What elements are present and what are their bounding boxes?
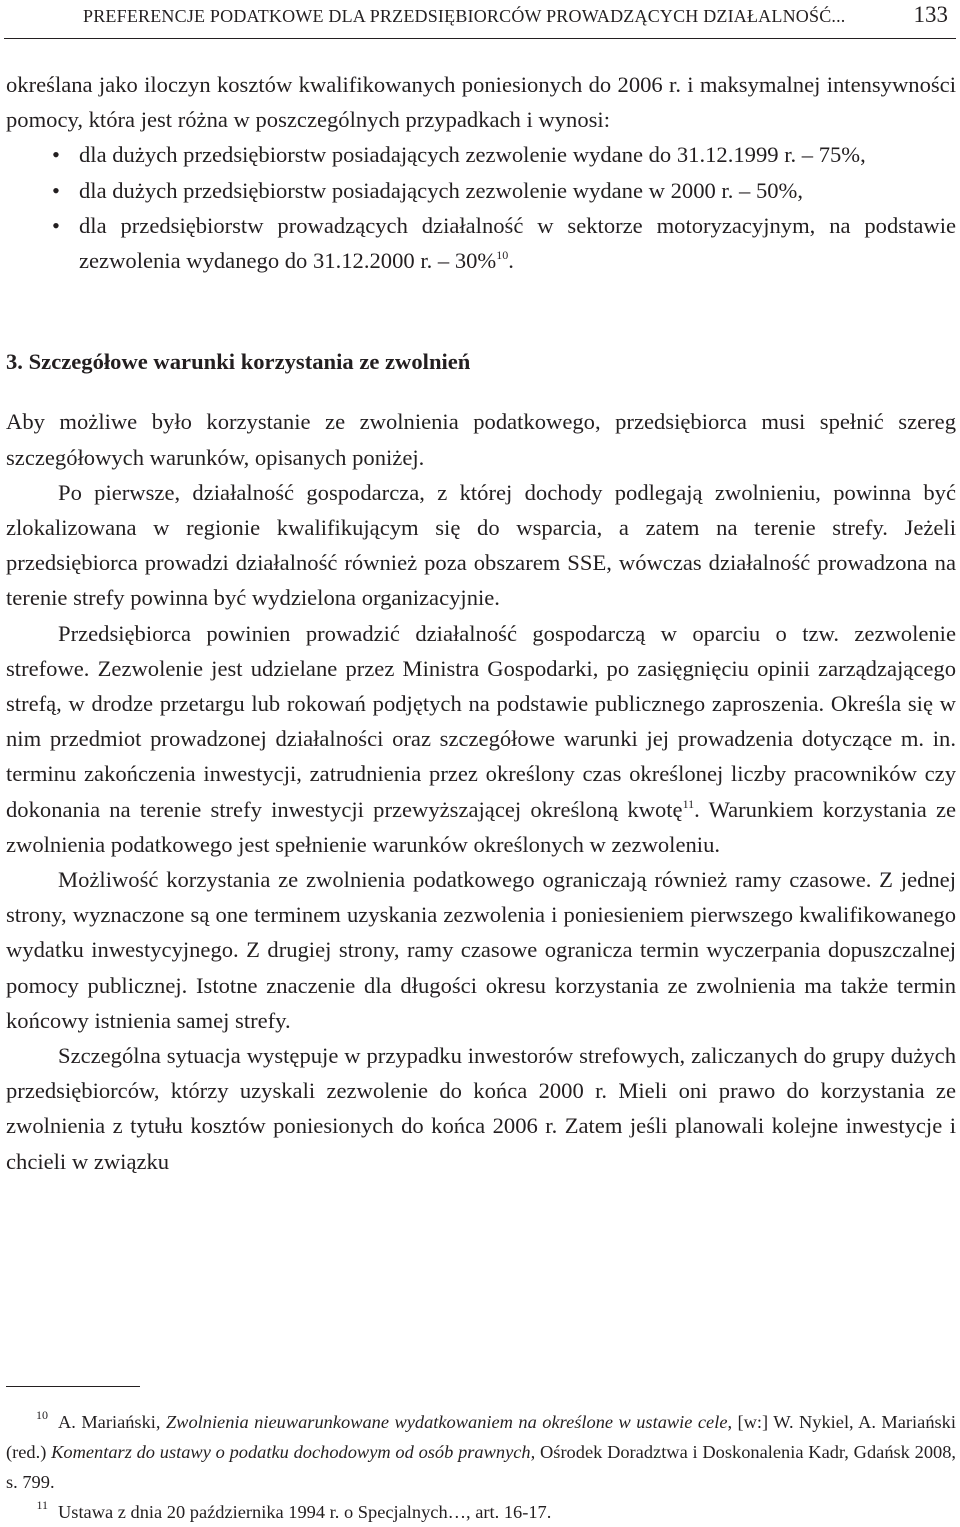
bullet-icon: • — [52, 177, 60, 203]
list-item-text: dla przedsiębiorstw prowadzących działalność w sektorze motoryzacyjnym, na podstawie zezwolenia wydanego do 31.12.2000 r. – 30% — [79, 212, 956, 274]
page-header — [4, 0, 956, 39]
footnote-ref[interactable]: 11 — [682, 796, 695, 811]
list-item — [6, 208, 956, 278]
paragraph-text: Przedsiębiorca powinien prowadzić działalność gospodarczą w oparciu o tzw. zezwolenie strefowe. Zezwolenie jest udzielane przez Ministra Gospodarki, po zasięgnięciu opinii zarządzającego strefą, w drodze przetargu lub rokowań podjętych na podstawie publicznego zaproszenia. Określa się w nim przedmiot prowadzonej działalności oraz szczegółowe warunki jej prowadzenia dotyczące m. in. terminu zakończenia inwestycji, zatrudnienia przez określony czas określonej liczby pracowników czy dokonania na terenie strefy inwestycji przewyższającej określoną kwotę — [6, 620, 956, 822]
cited-title: Komentarz do ustawy o podatku dochodowym od osób prawnych, — [51, 1442, 536, 1462]
list-item — [6, 173, 956, 208]
footnote-number: 11 — [36, 1498, 48, 1512]
list-item-text: dla dużych przedsiębiorstw posiadających zezwolenie wydane w 2000 r. – 50%, — [79, 177, 804, 203]
footnote-divider — [6, 1386, 140, 1387]
footnote-11: $^{11}$ Ustawa z dnia 20 października 1994 r. o Specjalnych…, art. 16-17. — [6, 1497, 956, 1527]
running-head: PREFERENCJE PODATKOWE DLA PRZEDSIĘBIORCÓW PROWADZĄCYCH DZIAŁALNOŚĆ... — [83, 6, 846, 26]
list-item-tail: . — [508, 248, 514, 274]
paragraph-text: . Warunkiem korzystania ze zwolnienia podatkowego jest spełnienie warunków określonych w zezwoleniu. — [6, 796, 956, 857]
body-paragraph — [6, 616, 956, 862]
footnote-ref[interactable]: 10 — [496, 248, 509, 263]
page-body — [6, 67, 956, 1179]
body-paragraph: Po pierwsze, działalność gospodarcza, z której dochody podlegają zwolnieniu, powinna być zlokalizowana w regionie kwalifikującym się do wsparcia, a zatem na terenie strefy. Jeżeli przedsiębiorca prowadzi działalność również poza obszarem SSE, wówczas działalność prowadzona na terenie strefy powinna być wydzielona organizacyjnie. — [6, 479, 956, 611]
cited-title: Zwolnienia nieuwarunkowane wydatkowaniem na określone w ustawie cele — [165, 1412, 728, 1432]
body-paragraph: Szczególna sytuacja występuje w przypadku inwestorów strefowych, zaliczanych do grupy dużych przedsiębiorców, którzy uzyskali zezwolenie do końca 2000 r. Mieli oni prawo do korzystania ze zwolnienia z tytułu kosztów poniesionych do końca 2006 r. Zatem jeśli planowali kolejne inwestycje i chcieli w związku — [6, 1043, 956, 1174]
page-number: 133 — [913, 2, 948, 27]
section-heading: 3. Szczegółowe warunki korzystania ze zwolnień — [6, 349, 471, 375]
footnote-number: 10 — [36, 1408, 48, 1422]
footnote-10: $^{10}$ A. Mariański, Zwolnienia nieuwarunkowane wydatkowaniem na określone w ustawie cele, [w:] W. Nykiel, A. Mariański (red.) Komentarz do ustawy o podatku dochodowym od osób prawnych, Ośrodek Doradztwa i Doskonalenia Kadr, Gdańsk 2008, s. 799. — [6, 1408, 957, 1492]
body-paragraph: Możliwość korzystania ze zwolnienia podatkowego ograniczają również ramy czasowe. Z jednej strony, wyznaczone są one terminem uzyskania zezwolenia i poniesieniem pierwszego kwalifikowanego wydatku inwestycyjnego. Z drugiej strony, ramy czasowe ogranicza termin wyczerpania dopuszczalnej pomocy publicznej. Istotne znaczenie dla długości okresu korzystania ze zwolnienia ma także termin końcowy istnienia samej strefy. — [6, 867, 956, 1033]
list-item-text: dla dużych przedsiębiorstw posiadających zezwolenie wydane do 31.12.1999 r. – 75%, — [79, 142, 866, 168]
list-item — [6, 137, 956, 172]
bullet-icon: • — [52, 142, 60, 168]
body-paragraph: Aby możliwe było korzystanie ze zwolnienia podatkowego, przedsiębiorca musi spełnić szereg szczegółowych warunków, opisanych poniżej. — [6, 409, 956, 470]
footnotes — [6, 1407, 956, 1527]
intro-paragraph: określana jako iloczyn kosztów kwalifikowanych poniesionych do 2006 r. i maksymalnej intensywności pomocy, która jest różna w poszczególnych przypadkach i wynosi: — [6, 72, 956, 133]
bullet-icon: • — [52, 212, 60, 238]
